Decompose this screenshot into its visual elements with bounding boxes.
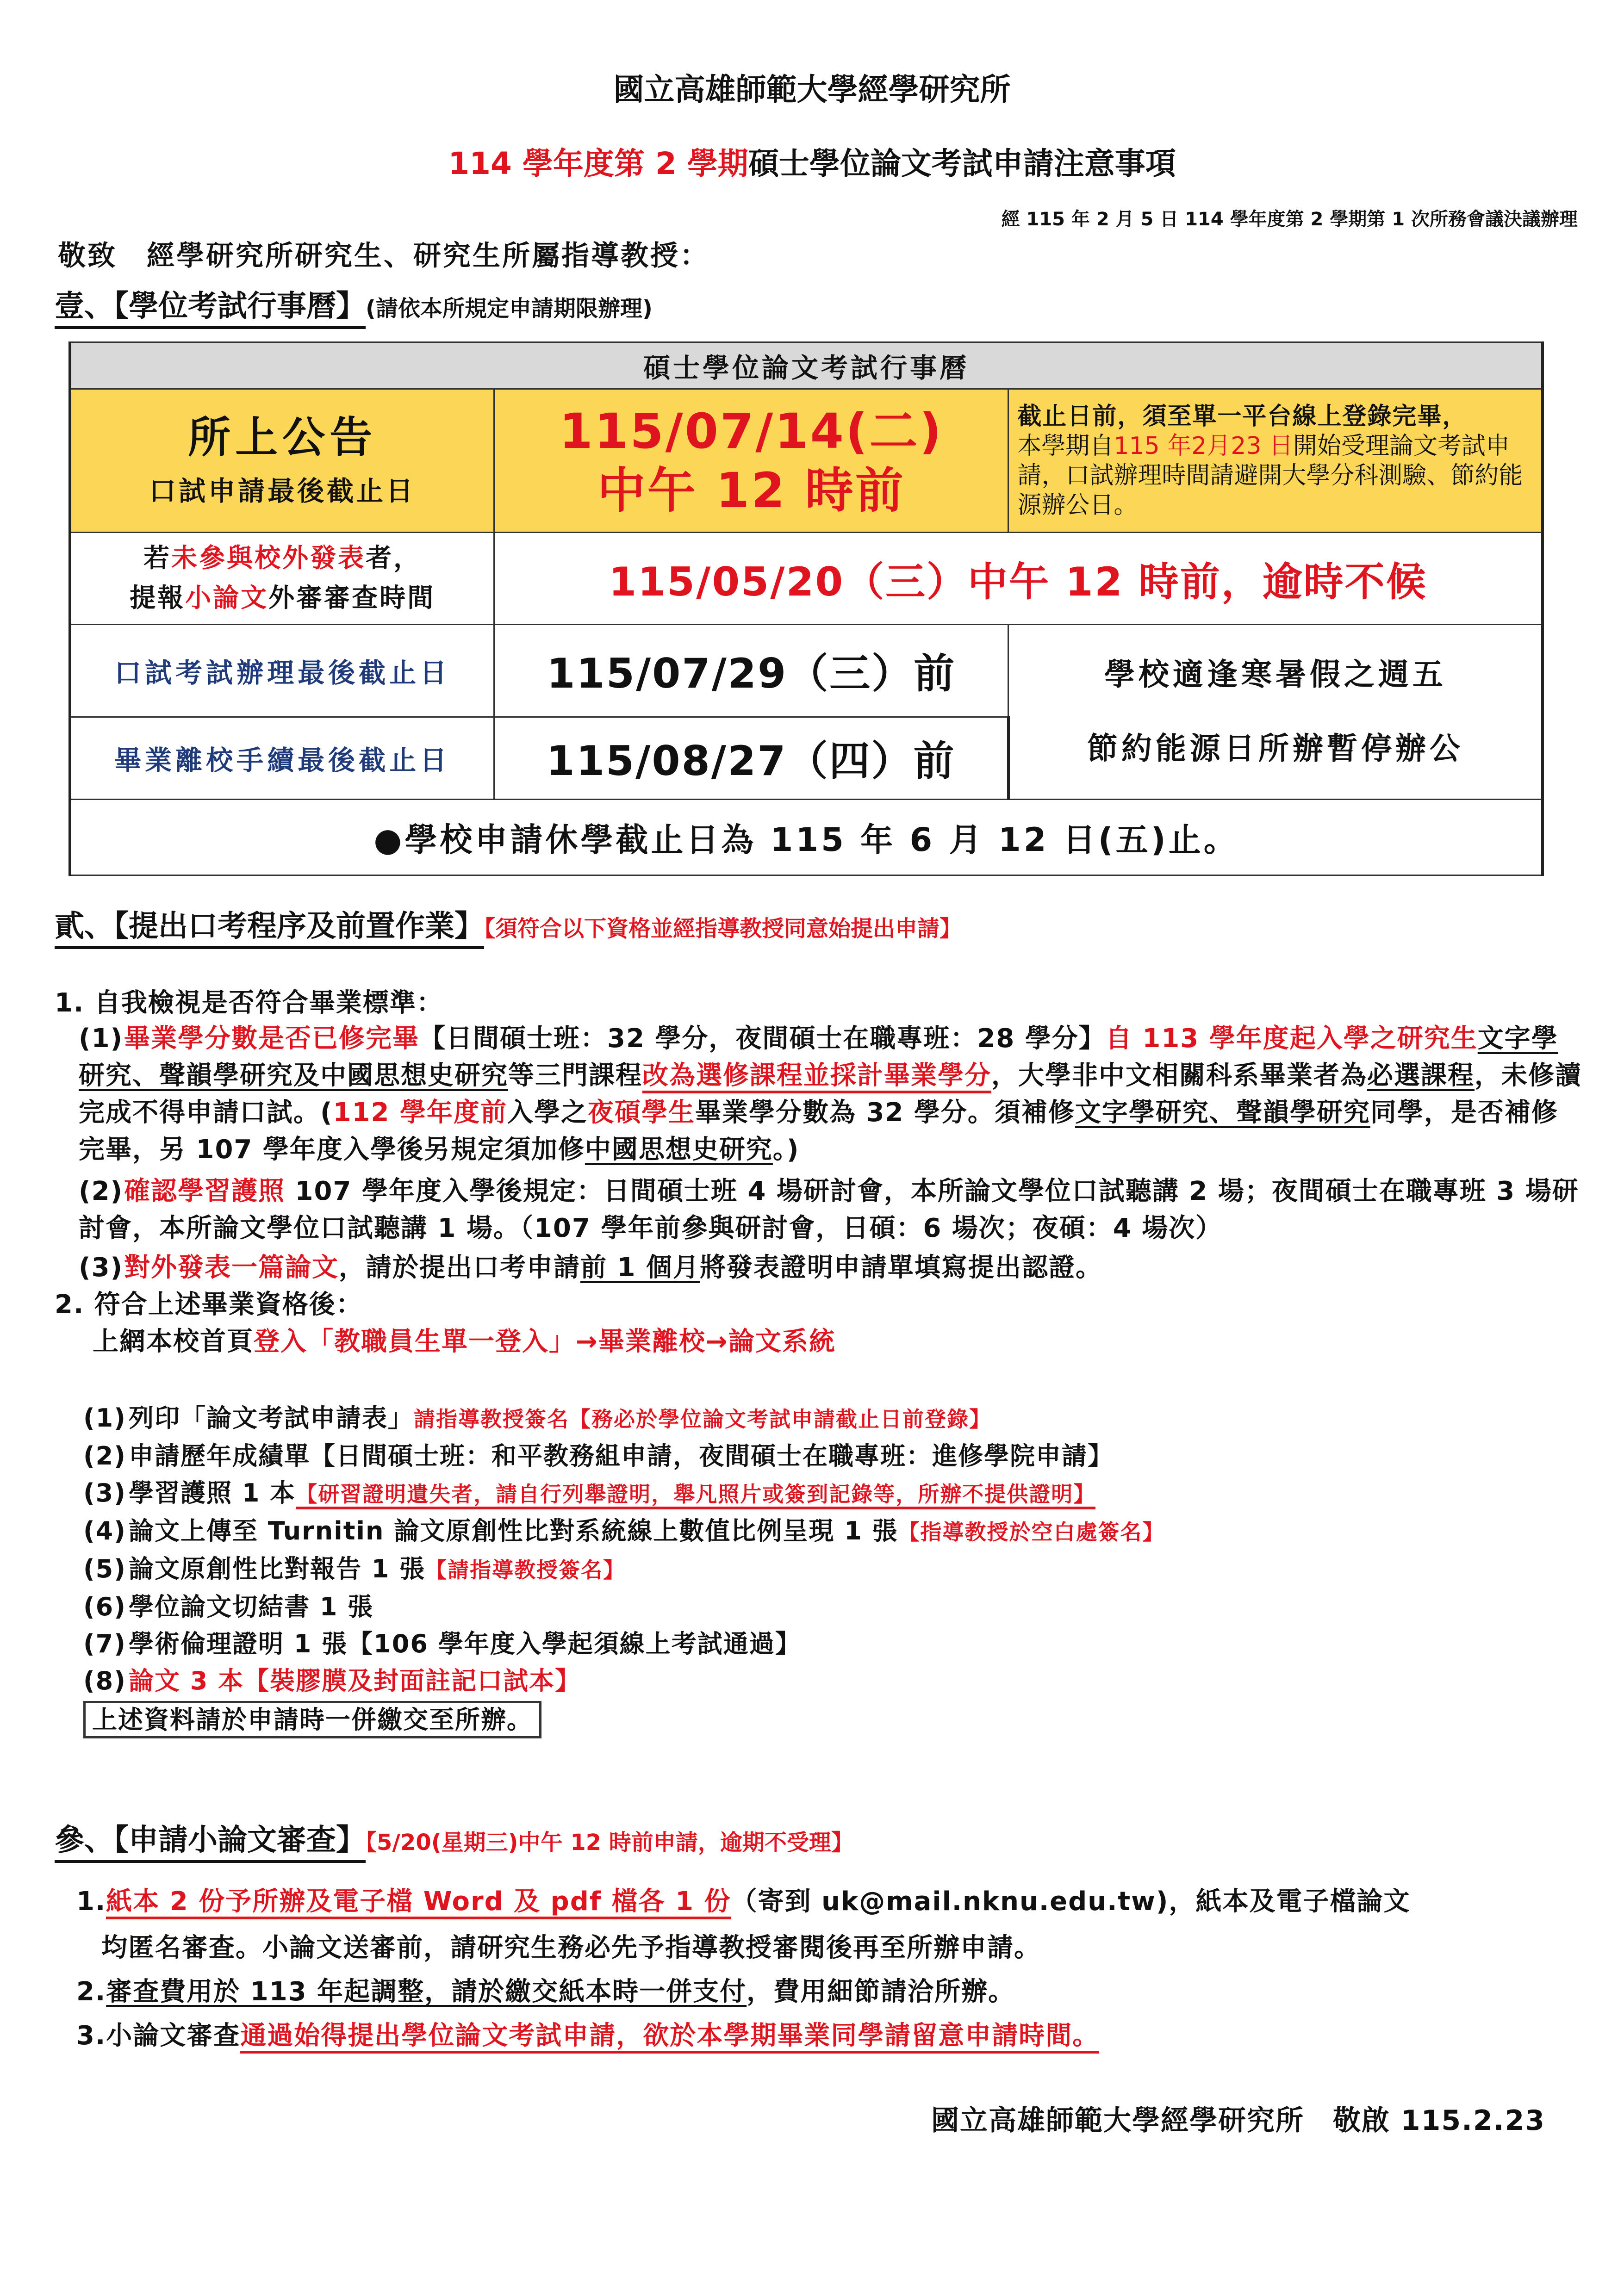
- resolution-note: 經 115 年 2 月 5 日 114 學年度第 2 學期第 1 次所務會議決議辦理: [1001, 209, 1578, 230]
- doc-item: (1)列印「論文考試申請表」請指導教授簽名【務必於學位論文考試申請截止日前登錄】: [83, 1403, 991, 1433]
- doc-item: (8)論文 3 本【裝膠膜及封面註記口試本】: [83, 1666, 581, 1695]
- announce-date-cell: 115/07/14(二) 中午 12 時前: [494, 389, 1008, 533]
- paper-review-label-cell: 若未參與校外發表者， 提報小論文外審審查時間: [70, 533, 494, 624]
- graduation-deadline-label: 畢業離校手續最後截止日: [70, 717, 494, 799]
- oral-exam-deadline-label: 口試考試辦理最後截止日: [70, 624, 494, 717]
- page-subtitle: 114 學年度第 2 學期碩士學位論文考試申請注意事項: [448, 146, 1176, 181]
- greeting: 敬致 經學研究所研究生、研究生所屬指導教授：: [58, 240, 709, 272]
- small-paper-item3: 3.小論文審查通過始得提出學位論文考試申請，欲於本學期畢業同學請留意申請時間。: [76, 2017, 1099, 2054]
- section1-heading: 壹、【學位考試行事曆】(請依本所規定申請期限辦理): [55, 282, 653, 325]
- doc-item: (3)學習護照 1 本【研習證明遺失者，請自行列舉證明，舉凡照片或簽到記錄等，所辦不提供證明】: [83, 1475, 1164, 1513]
- item1-title: 1. 自我檢視是否符合畢業標準：: [55, 988, 443, 1018]
- schedule-table: [68, 341, 1544, 876]
- oral-exam-deadline-date: 115/07/29（三）前: [494, 624, 1008, 717]
- section2-heading: 貳、【提出口考程序及前置作業】【須符合以下資格並經指導教授同意始提出申請】: [55, 902, 962, 945]
- doc-item: (2)申請歷年成績單【日間碩士班：和平教務組申請，夜間碩士在職專班：進修學院申請】: [83, 1441, 1114, 1471]
- paper-review-deadline: 115/05/20（三）中午 12 時前，逾時不候: [494, 533, 1543, 624]
- item2-login-path: 上網本校首頁登入「教職員生單一登入」→畢業離校→論文系統: [93, 1327, 836, 1357]
- small-paper-item2: 2.審查費用於 113 年起調整，請於繳交紙本時一併支付，費用細節請洽所辦。: [76, 1977, 1015, 2007]
- submission-boxed-note: 上述資料請於申請時一併繳交至所辦。: [83, 1701, 541, 1738]
- item2-title: 2. 符合上述畢業資格後：: [55, 1290, 363, 1320]
- requirement-credits: (1)畢業學分數是否已修完畢【日間碩士班：32 學分，夜間碩士在職專班：28 學分】自 113 學年度起入學之研究生文字學研究、聲韻學研究及中國思想史研究等三門課程改為選修課程並採計畢業學分，大學非中文相關科系畢業者為必選課程，未修讀完成不得申請口試。(112 學年度前入學之夜碩學生畢業學分數為 32 學分。須補修文字學研究、聲韻學研究同學，是否補修完畢，另 107 學年度入學後另規定須加修中國思想史研究。): [79, 1024, 1582, 1165]
- requirement-passport: (2)確認學習護照 107 學年度入學後規定：日間碩士班 4 場研討會，本所論文學位口試聽講 2 場；夜間碩士在職專班 3 場研討會，本所論文學位口試聽講 1 場。（107 學年前參與研討會，日碩：6 場次；夜碩：4 場次）: [79, 1176, 1579, 1243]
- section3-heading: 參、【申請小論文審查】【5/20(星期三)中午 12 時前申請，逾期不受理】: [55, 1816, 853, 1859]
- announce-label-cell: 所上公告 口試申請最後截止日: [70, 389, 494, 533]
- page-title: 國立高雄師範大學經學研究所: [613, 72, 1011, 107]
- signature: 國立高雄師範大學經學研究所 敬啟 115.2.23: [931, 2104, 1545, 2137]
- leave-deadline-note: ●學校申請休學截止日為 115 年 6 月 12 日(五)止。: [70, 799, 1543, 875]
- small-paper-item1: 1.紙本 2 份予所辦及電子檔 Word 及 pdf 檔各 1 份（寄到 uk@mail.nknu.edu.tw)，紙本及電子檔論文 均匿名審查。小論文送審前，請研究生務必先予指導教授審閱後再至所辦申請。: [76, 1886, 1411, 1963]
- schedule-table-title: 碩士學位論文考試行事曆: [70, 342, 1543, 389]
- requirement-publication: (3)對外發表一篇論文，請於提出口考申請前 1 個月將發表證明申請單填寫提出認證。: [79, 1253, 1102, 1283]
- doc-item: (7)學術倫理證明 1 張【106 學年度入學起須線上考試通過】: [83, 1629, 801, 1658]
- required-documents-list: [83, 1400, 1164, 1738]
- graduation-deadline-date: 115/08/27（四）前: [494, 717, 1008, 799]
- doc-item: (4)論文上傳至 Turnitin 論文原創性比對系統線上數值比例呈現 1 張【指導教授於空白處簽名】: [83, 1516, 1165, 1545]
- doc-item: (5)論文原創性比對報告 1 張【請指導教授簽名】: [83, 1554, 626, 1583]
- office-closed-note: 學校適逢寒暑假之週五 節約能源日所辦暫停辦公: [1008, 624, 1543, 799]
- doc-item: (6)學位論文切結書 1 張: [83, 1592, 374, 1621]
- announce-note-cell: 截止日前，須至單一平台線上登錄完畢， 本學期自115 年2月23 日開始受理論文考試申請，口試辦理時間請避開大學分科測驗、節約能源辦公日。: [1008, 389, 1543, 533]
